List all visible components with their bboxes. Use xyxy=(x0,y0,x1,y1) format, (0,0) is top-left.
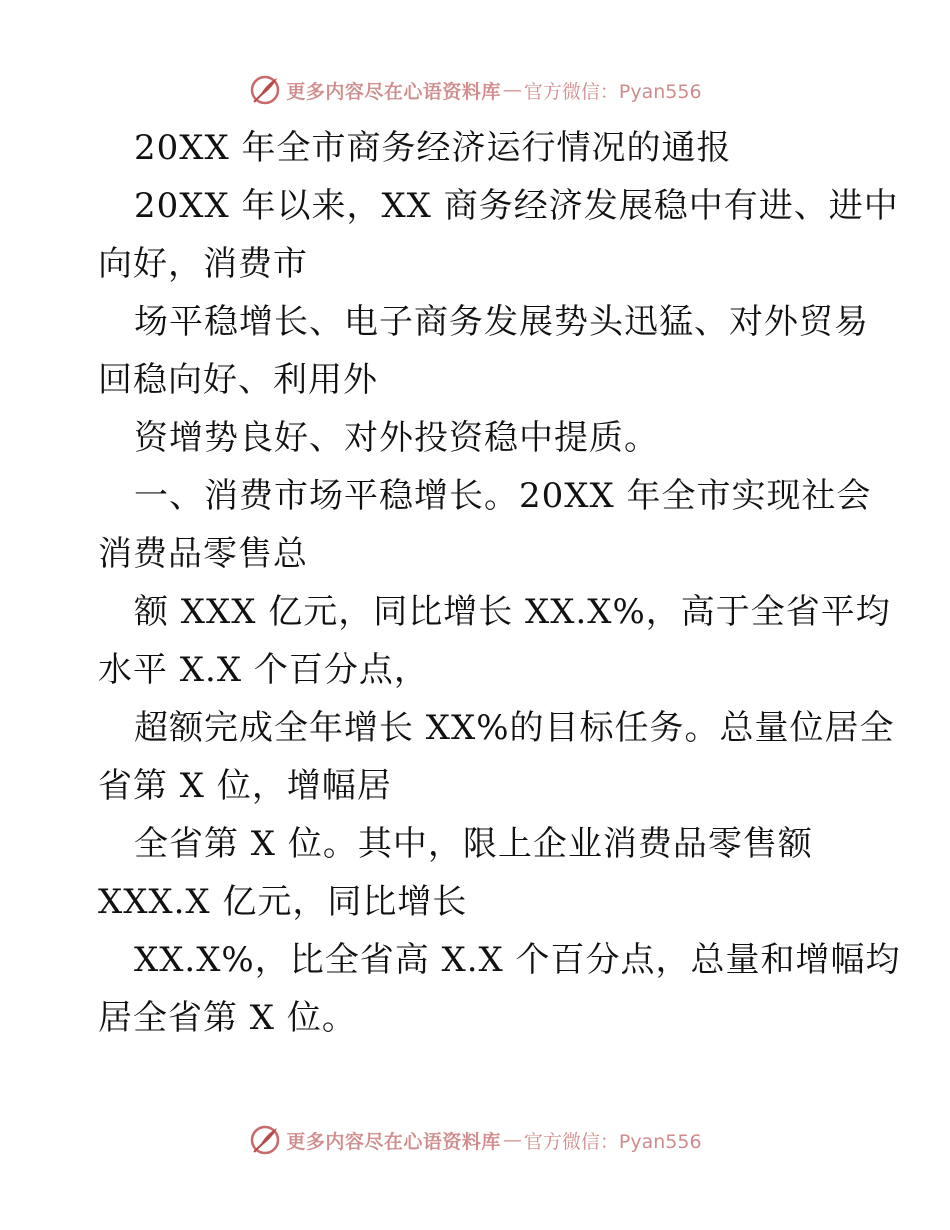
paragraph-line: 回稳向好、利用外 xyxy=(98,360,378,400)
paragraph-line: 20XX 年以来，XX 商务经济发展稳中有进、进中 xyxy=(134,186,899,226)
watermark-text: 更多内容尽在心语资料库 xyxy=(286,1130,501,1153)
paragraph-line: 水平 X.X 个百分点， xyxy=(98,650,429,690)
paragraph-line: 向好，消费市 xyxy=(98,244,308,284)
paragraph-line: 省第 X 位，增幅居 xyxy=(98,766,392,806)
watermark-dash: — xyxy=(502,79,522,101)
paragraph-line: 消费品零售总 xyxy=(98,534,308,574)
watermark-dash: — xyxy=(502,1129,522,1151)
watermark-header xyxy=(0,70,950,110)
paragraph-line: 超额完成全年增长 XX%的目标任务。总量位居全 xyxy=(134,708,895,748)
feather-quill-logo-icon xyxy=(248,1123,282,1157)
feather-quill-logo-icon xyxy=(248,73,282,107)
paragraph-line: XX.X%，比全省高 X.X 个百分点，总量和增幅均 xyxy=(134,940,901,980)
paragraph-line: 资增势良好、对外投资稳中提质。 xyxy=(134,418,659,458)
section-heading-line: 一、消费市场平稳增长。20XX 年全市实现社会 xyxy=(134,476,872,516)
document-title: 20XX 年全市商务经济运行情况的通报 xyxy=(134,128,732,168)
paragraph-line: 场平稳增长、电子商务发展势头迅猛、对外贸易 xyxy=(134,302,869,342)
paragraph-line: 居全省第 X 位。 xyxy=(98,998,357,1038)
paragraph-line: XXX.X 亿元，同比增长 xyxy=(98,882,468,922)
paragraph-line: 额 XXX 亿元，同比增长 XX.X%，高于全省平均 xyxy=(134,592,891,632)
watermark-footer xyxy=(0,1120,950,1160)
watermark-wechat: 官方微信：Pyan556 xyxy=(523,80,702,103)
watermark-wechat: 官方微信：Pyan556 xyxy=(523,1130,702,1153)
watermark-text: 更多内容尽在心语资料库 xyxy=(286,80,501,103)
paragraph-line: 全省第 X 位。其中，限上企业消费品零售额 xyxy=(134,824,813,864)
